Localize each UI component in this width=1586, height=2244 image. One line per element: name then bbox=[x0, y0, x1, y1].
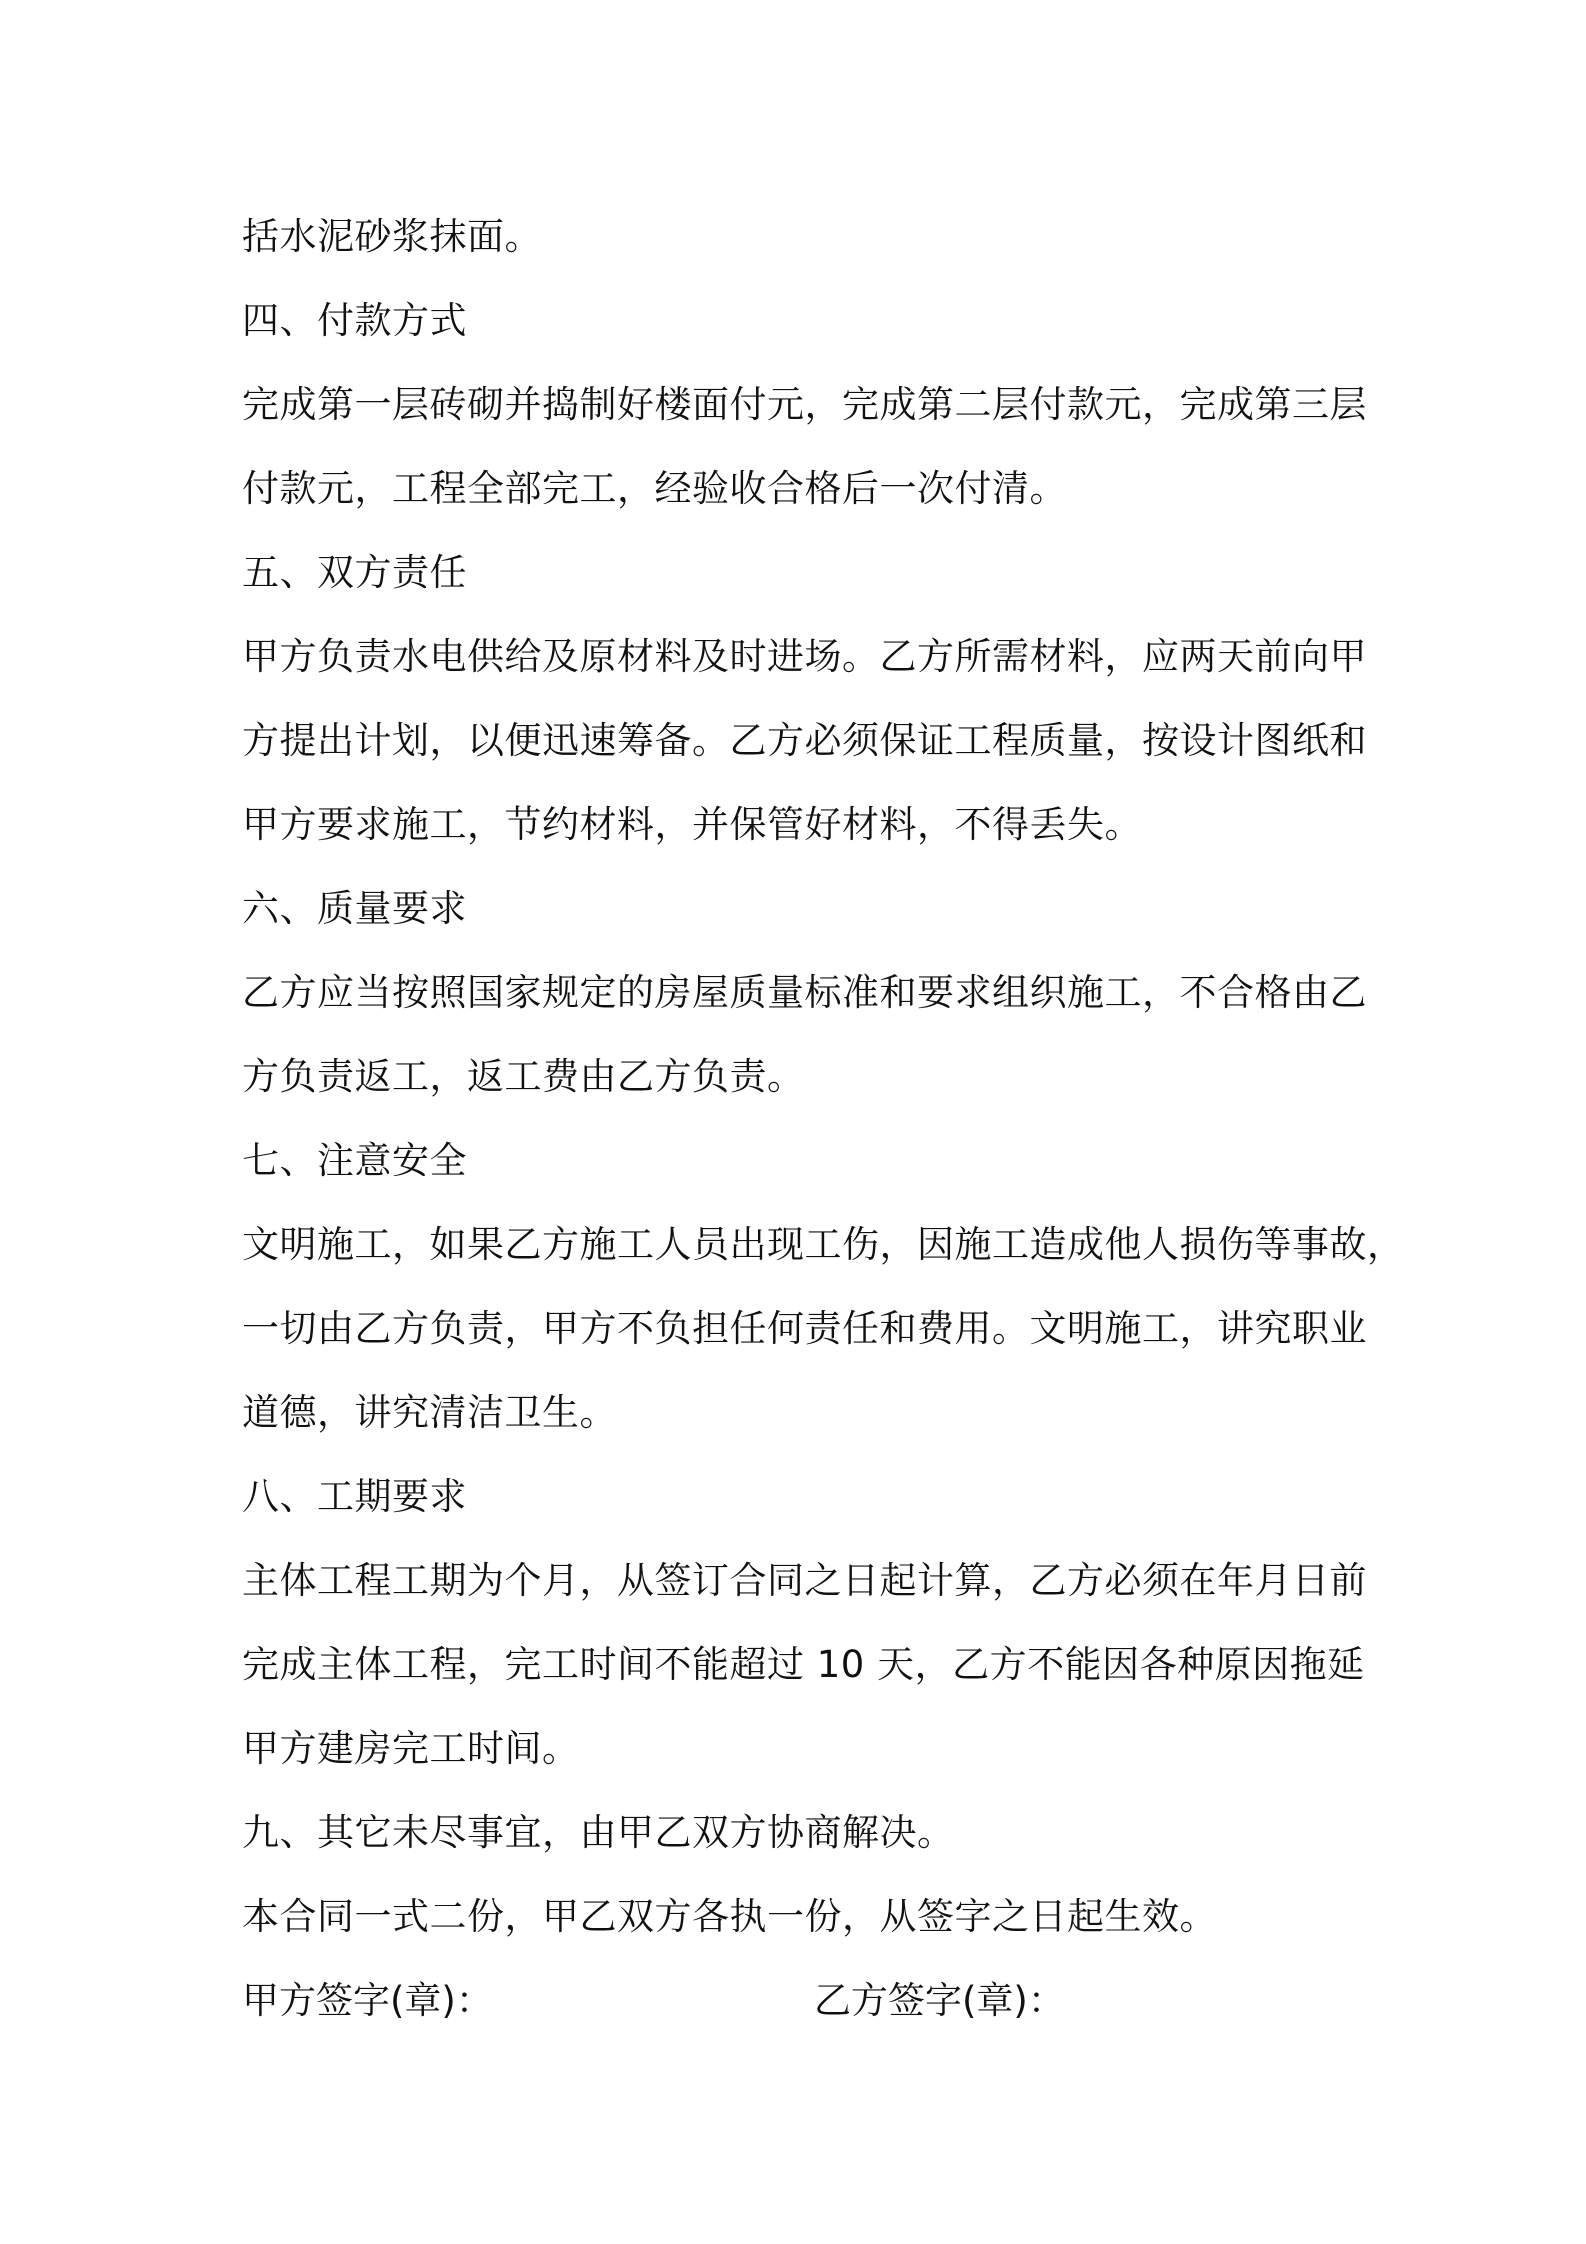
paragraph-line: 甲方负责水电供给及原材料及时进场。乙方所需材料，应两天前向甲 bbox=[242, 635, 1367, 678]
paragraph-line: 主体工程工期为个月，从签订合同之日起计算，乙方必须在年月日前 bbox=[242, 1559, 1367, 1602]
paragraph-line: 文明施工，如果乙方施工人员出现工伤，因施工造成他人损伤等事故， bbox=[242, 1223, 1405, 1266]
paragraph-line: 完成主体工程，完工时间不能超过 10 天，乙方不能因各种原因拖延 bbox=[242, 1643, 1365, 1686]
paragraph-line: 方负责返工，返工费由乙方负责。 bbox=[242, 1055, 805, 1098]
paragraph-line: 方提出计划，以便迅速筹备。乙方必须保证工程质量，按设计图纸和 bbox=[242, 719, 1367, 762]
paragraph-line: 完成第一层砖砌并捣制好楼面付元，完成第二层付款元，完成第三层 bbox=[242, 383, 1367, 426]
section-heading: 九、其它未尽事宜，由甲乙双方协商解决。 bbox=[242, 1811, 955, 1854]
document-body bbox=[242, 195, 1405, 2043]
section-heading: 四、付款方式 bbox=[242, 299, 467, 342]
section-heading: 五、双方责任 bbox=[242, 551, 467, 594]
paragraph-line: 付款元，工程全部完工，经验收合格后一次付清。 bbox=[242, 467, 1067, 510]
section-heading: 六、质量要求 bbox=[242, 887, 467, 930]
paragraph-line: 甲方建房完工时间。 bbox=[242, 1727, 580, 1770]
signature-row bbox=[242, 1959, 1362, 2043]
paragraph-line: 乙方应当按照国家规定的房屋质量标准和要求组织施工，不合格由乙 bbox=[242, 971, 1367, 1014]
party-b-signature-label: 乙方签字(章)： bbox=[814, 1979, 1065, 2022]
party-a-signature-label: 甲方签字(章)： bbox=[242, 1979, 493, 2022]
paragraph-line: 一切由乙方负责，甲方不负担任何责任和费用。文明施工，讲究职业 bbox=[242, 1307, 1367, 1350]
section-heading: 七、注意安全 bbox=[242, 1139, 467, 1182]
section-heading: 八、工期要求 bbox=[242, 1475, 467, 1518]
paragraph-line: 括水泥砂浆抹面。 bbox=[242, 215, 542, 258]
paragraph-line: 甲方要求施工，节约材料，并保管好材料，不得丢失。 bbox=[242, 803, 1142, 846]
paragraph-line: 本合同一式二份，甲乙双方各执一份，从签字之日起生效。 bbox=[242, 1895, 1217, 1938]
paragraph-line: 道德，讲究清洁卫生。 bbox=[242, 1391, 617, 1434]
